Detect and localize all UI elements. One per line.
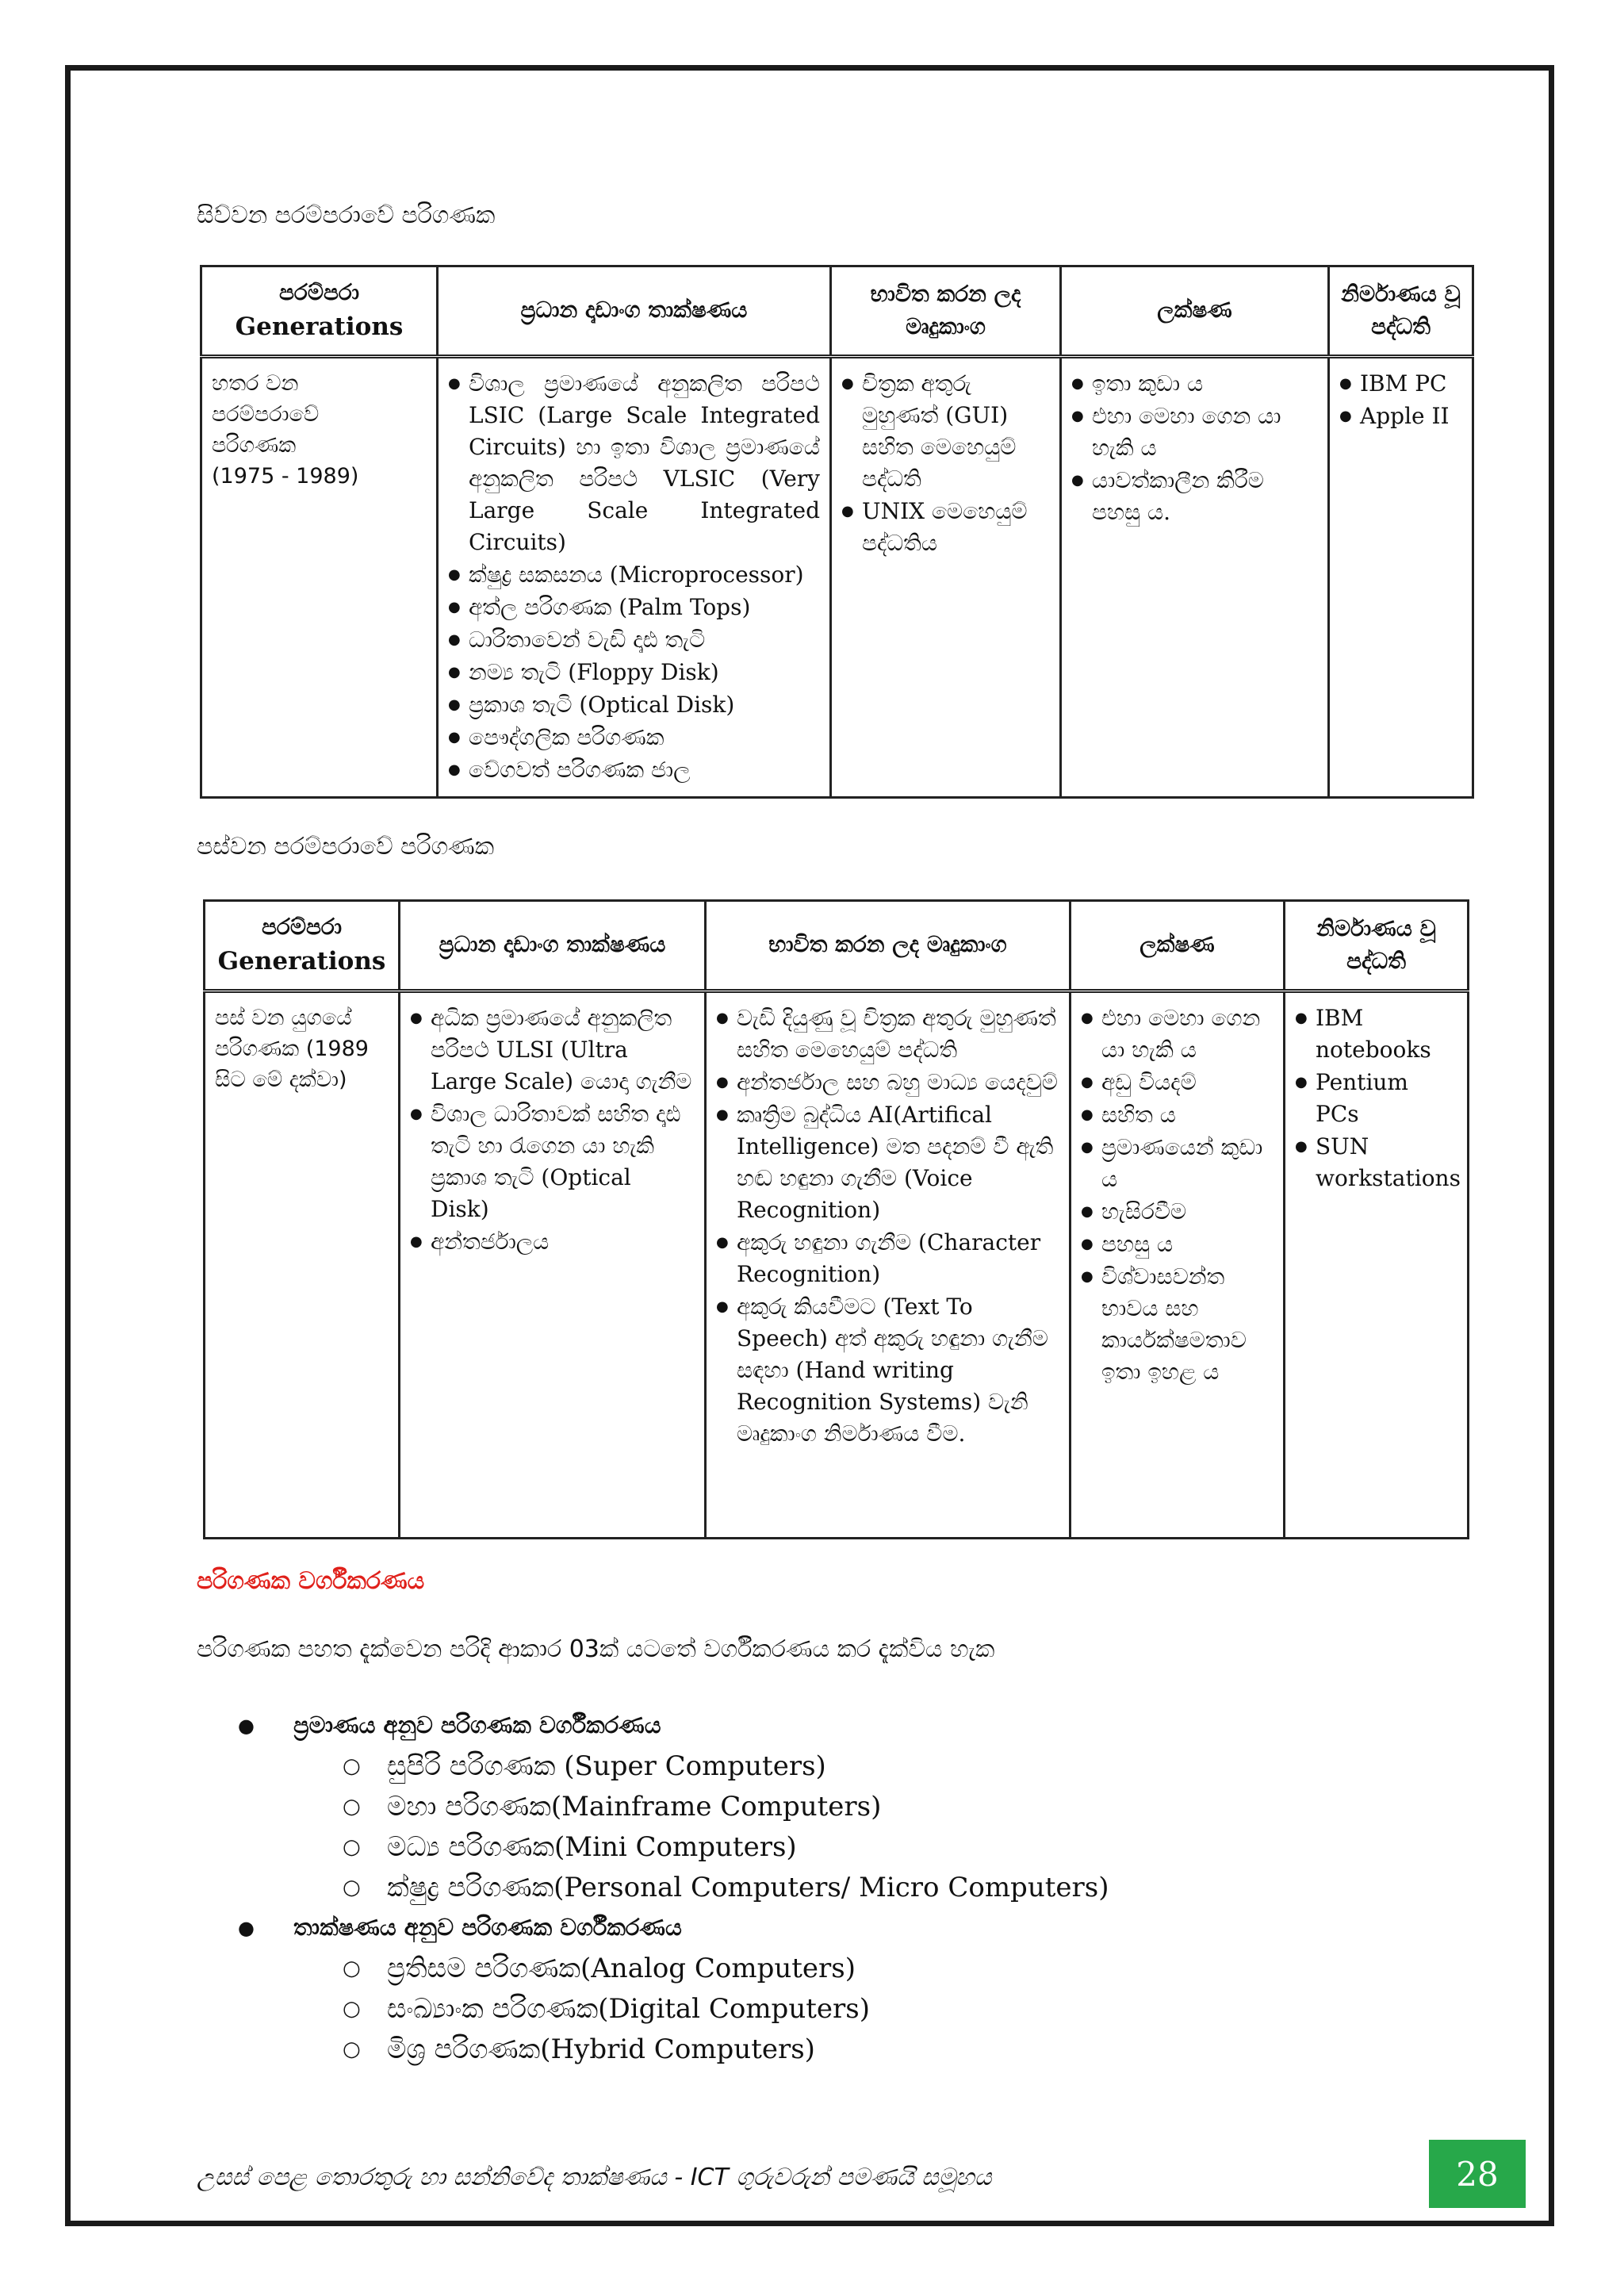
header-generation-en: Generations [235, 312, 404, 341]
item-label: මහා පරිගණක(Mainframe Computers) [387, 1790, 882, 1823]
list-item: ● පෞද්ගලික පරිගණක [448, 722, 820, 753]
group-label: තාක්ෂණය අනුව පරිගණක වර්ගීකරණය [293, 1914, 682, 1941]
circle-bullet-icon: ○ [343, 1754, 361, 1778]
list-item: ● විශ්වාසවන්ත භාවය සහ කාර්යක්ෂමතාව ඉතා ඉහළ ය [1081, 1261, 1274, 1388]
generation-line: (1975 - 1989) [212, 463, 359, 489]
software-cell [831, 356, 1061, 797]
circle-bullet-icon: ○ [343, 1956, 361, 1980]
list-item: ● යාවත්කාලීන කිරීම පහසු ය. [1071, 465, 1318, 528]
features-cell [1061, 356, 1329, 797]
list-item: ● අධික ප්‍රමාණයේ අනුකලිත පරිපථ ULSI (Ultra Large Scale) යොදා ගැනීම [410, 1002, 695, 1098]
classification-intro: පරිගණක පහත දැක්වෙන පරිදි ආකාර 03ක් යටතේ වර්ගීකරණය කර දැක්විය හැක [197, 1635, 995, 1663]
fifth-generation-table [203, 899, 1469, 1539]
header-generation [201, 266, 438, 357]
list-item: ● සහිත ය [1081, 1099, 1274, 1131]
list-item: ● ධාරිතාවෙන් වැඩි දෘඪ තැටි [448, 624, 820, 656]
products-cell [1329, 356, 1473, 797]
hardware-cell [438, 356, 831, 797]
list-item [238, 1988, 1427, 2029]
list-item: ● IBM PC [1339, 368, 1462, 400]
list-item: ● පහසු ය [1081, 1228, 1274, 1260]
header-features: ලක්ෂණ [1061, 266, 1329, 357]
list-item: ● Pentium PCs [1295, 1067, 1457, 1130]
list-item [238, 1948, 1427, 1988]
list-item: ● නම්‍ය තැටි (Floppy Disk) [448, 657, 820, 688]
list-item [238, 1786, 1427, 1826]
classification-group [238, 1705, 1427, 1746]
list-item: ● වේගවත් පරිගණක ජාල [448, 754, 820, 786]
header-generation-si: පරම්පරා [261, 914, 343, 940]
list-item: ● SUN workstations [1295, 1131, 1457, 1194]
circle-bullet-icon: ○ [343, 1834, 361, 1859]
fourth-generation-table [200, 265, 1474, 799]
generation-cell [205, 991, 400, 1538]
generation-text: පස් වන යුගයේ පරිගණක (1989 සිට මේ දක්වා) [215, 1005, 369, 1092]
list-item: ● හැසිරවීම [1081, 1196, 1274, 1228]
header-features: ලක්ෂණ [1071, 901, 1285, 991]
generation-line: පරම්පරාවේ [212, 401, 320, 427]
list-item: ● කෘත්‍රිම බුද්ධිය AI(Artifical Intelligence) මත පදනම් වී ඇති හඬ හඳුනා ගැනීම (Voice Recognition) [716, 1099, 1059, 1226]
page-number: 28 [1429, 2140, 1526, 2208]
list-item: ● Apple II [1339, 401, 1462, 432]
header-generation-si: පරම්පරා [278, 279, 360, 305]
list-item: ● ප්‍රකාශ තැටි (Optical Disk) [448, 689, 820, 721]
list-item: ● අකුරු හඳුනා ගැනීම (Character Recognition) [716, 1227, 1059, 1290]
list-item: ● IBM notebooks [1295, 1002, 1457, 1066]
list-item: ● විශාල ප්‍රමාණයේ අනුකලිත පරිපථ LSIC (Large Scale Integrated Circuits) හා ඉතා විශාල ප්‍රමාණයේ අනුකලිත පරිපථ VLSIC (Very Large Scale Integrated Circuits) [448, 368, 820, 558]
section-4-title: සිව්වන පරම්පරාවේ පරිගණක [197, 201, 496, 229]
list-item: ● එහා මෙහා ගෙන යා හැකි ය [1071, 401, 1318, 464]
list-item: ● වැඩි දියුණු වූ චිත්‍රක අතුරු මුහුණත් සහිත මෙහෙයුම් පද්ධති [716, 1002, 1059, 1066]
list-item: ● UNIX මෙහෙයුම් පද්ධතිය [841, 496, 1050, 559]
list-item: ● ප්‍රමාණයෙන් කුඩා ය [1081, 1132, 1274, 1195]
list-item: ● අඩු වියදම් [1081, 1067, 1274, 1098]
header-hardware: ප්‍රධාන දෘඩාංග තාක්ෂණය [400, 901, 706, 991]
list-item [238, 2029, 1427, 2069]
generation-line: පරිගණක [212, 432, 297, 458]
hardware-cell [400, 991, 706, 1538]
list-item [238, 1746, 1427, 1786]
item-label: මිශ්‍ර පරිගණක(Hybrid Computers) [387, 2033, 815, 2065]
item-label: ප්‍රතිසම පරිගණක(Analog Computers) [387, 1952, 856, 1984]
list-item: ● අන්තර්ජාලය [410, 1226, 695, 1258]
circle-bullet-icon: ○ [343, 1875, 361, 1899]
item-label: සංඛ්‍යාංක පරිගණක(Digital Computers) [387, 1992, 870, 2025]
circle-bullet-icon: ○ [343, 2037, 361, 2061]
list-item: ● විශාල ධාරිතාවක් සහිත දෘඪ තැටි හා රැගෙන යා හැකි ප්‍රකාශ තැටි (Optical Disk) [410, 1098, 695, 1225]
list-item: ● අත්ල පරිගණක (Palm Tops) [448, 592, 820, 623]
list-item: ● අකුරු කියවීමට (Text To Speech) අත් අකුරු හඳුනා ගැනීම සඳහා (Hand writing Recognition Systems) වැනි මෘදුකාංග නිර්මාණය වීම. [716, 1291, 1059, 1450]
section-5-title: පස්වන පරම්පරාවේ පරිගණක [197, 833, 495, 861]
item-label: ක්ෂුද්‍ර පරිගණක(Personal Computers/ Micro Computers) [387, 1871, 1109, 1903]
list-item: ● ඉතා කුඩා ය [1071, 368, 1318, 400]
list-item: ● චිත්‍රක අතුරු මුහුණත් (GUI) සහිත මෙහෙයුම් පද්ධති [841, 368, 1050, 495]
footer-text: උසස් පෙළ තොරතුරු හා සන්නිවේද තාක්ෂණය - ICT ගුරුවරුන් පමණයි සමූහය [197, 2164, 992, 2191]
list-item: ● ක්ෂුද්‍ර සකසනය (Microprocessor) [448, 559, 820, 591]
software-cell [706, 991, 1071, 1538]
list-item [238, 1867, 1427, 1907]
header-generation [205, 901, 400, 991]
generation-cell [201, 356, 438, 797]
header-hardware: ප්‍රධාන දෘඩාංග තාක්ෂණය [438, 266, 831, 357]
header-software: භාවිත කරන ලද මෘදුකාංග [831, 266, 1061, 357]
item-label: මධ්‍ය පරිගණක(Mini Computers) [387, 1830, 797, 1863]
circle-bullet-icon: ○ [343, 1996, 361, 2021]
products-cell [1285, 991, 1469, 1538]
list-item: ● එහා මෙහා ගෙන යා හැකි ය [1081, 1002, 1274, 1066]
header-products: නිර්මාණය වූ පද්ධති [1329, 266, 1473, 357]
generation-line: හතර වන [212, 370, 299, 396]
list-item [238, 1826, 1427, 1867]
features-cell [1071, 991, 1285, 1538]
header-software: භාවිත කරන ලද මෘදුකාංග [706, 901, 1071, 991]
bullet-icon: ● [238, 1714, 255, 1737]
circle-bullet-icon: ○ [343, 1794, 361, 1819]
group-label: ප්‍රමාණය අනුව පරිගණක වර්ගීකරණය [293, 1711, 661, 1738]
header-products: නිර්මාණය වූ පද්ධති [1285, 901, 1469, 991]
classification-list [238, 1705, 1427, 2069]
bullet-icon: ● [238, 1916, 255, 1939]
header-generation-en: Generations [217, 946, 386, 976]
classification-group [238, 1907, 1427, 1948]
list-item: ● අන්තර්ජාල සහ බහු මාධ්‍ය යෙදවුම් [716, 1067, 1059, 1098]
item-label: සුපිරි පරිගණක (Super Computers) [387, 1750, 826, 1782]
classification-title: පරිගණක වර්ගීකරණය [197, 1567, 425, 1595]
